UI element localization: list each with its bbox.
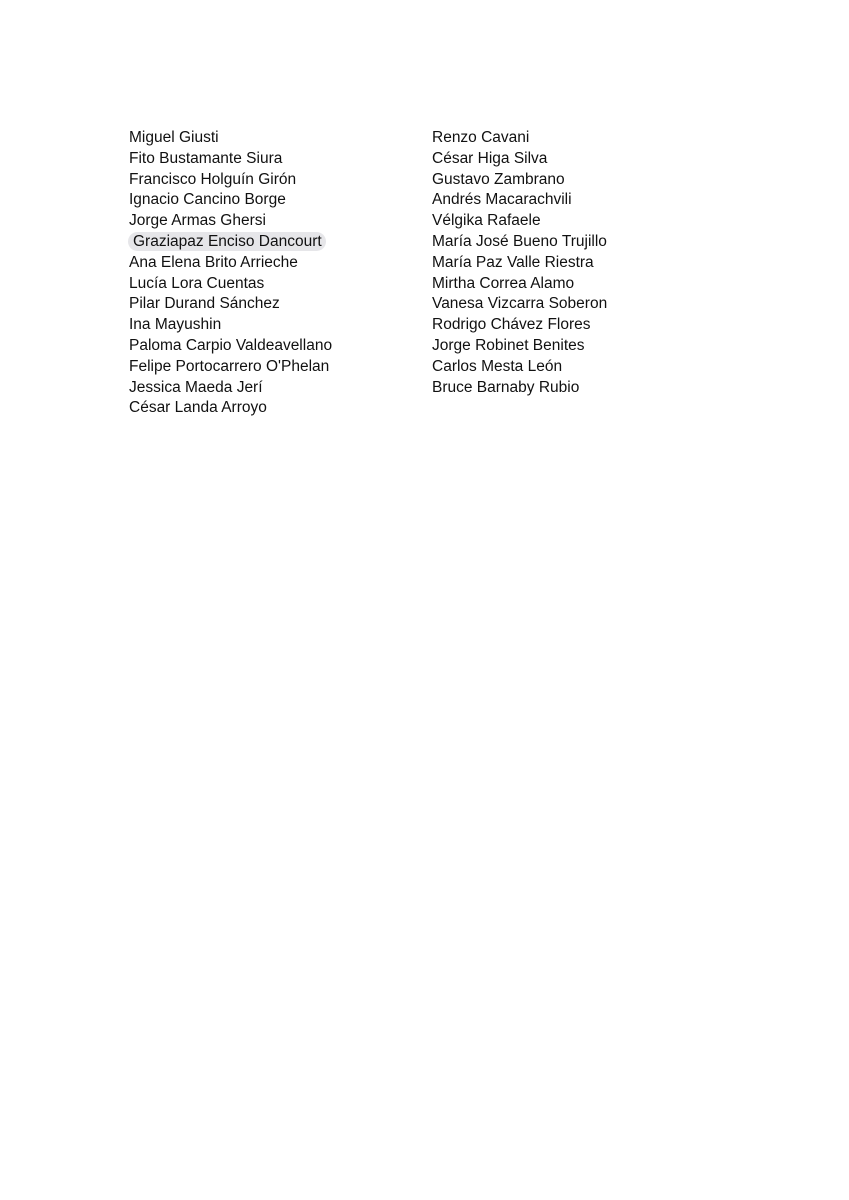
name-item: Vanesa Vizcarra Soberon xyxy=(432,295,608,313)
left-name-column xyxy=(129,128,332,419)
name-item: Jorge Armas Ghersi xyxy=(129,212,266,230)
name-item: Vélgika Rafaele xyxy=(432,212,541,230)
name-item: Paloma Carpio Valdeavellano xyxy=(129,336,333,354)
name-item: Andrés Macarachvili xyxy=(432,191,572,209)
name-item: Gustavo Zambrano xyxy=(432,170,565,188)
name-item: Pilar Durand Sánchez xyxy=(129,295,280,313)
name-item: Lucía Lora Cuentas xyxy=(129,274,265,292)
name-item: Ignacio Cancino Borge xyxy=(129,191,286,209)
name-item: Miguel Giusti xyxy=(129,129,219,146)
name-item: Renzo Cavani xyxy=(432,129,530,146)
name-item: María Paz Valle Riestra xyxy=(432,253,594,271)
name-item: Bruce Barnaby Rubio xyxy=(432,378,580,396)
name-item: César Higa Silva xyxy=(432,149,548,167)
name-item: Jessica Maeda Jerí xyxy=(129,378,263,396)
name-item: Ana Elena Brito Arrieche xyxy=(129,253,298,271)
text-highlight[interactable]: Graziapaz Enciso Dancourt xyxy=(128,232,326,251)
name-item: Carlos Mesta León xyxy=(432,357,563,375)
name-item: Mirtha Correa Alamo xyxy=(432,274,575,292)
name-item: María José Bueno Trujillo xyxy=(432,232,607,250)
name-item: César Landa Arroyo xyxy=(129,399,267,417)
name-item: Felipe Portocarrero O'Phelan xyxy=(129,357,330,375)
name-item: Jorge Robinet Benites xyxy=(432,336,585,354)
name-item: Francisco Holguín Girón xyxy=(129,170,297,188)
name-item: Rodrigo Chávez Flores xyxy=(432,316,591,334)
name-item: Ina Mayushin xyxy=(129,316,222,334)
name-item: Fito Bustamante Siura xyxy=(129,149,283,167)
highlighted-name-item[interactable] xyxy=(129,232,332,253)
right-name-column xyxy=(432,128,607,398)
